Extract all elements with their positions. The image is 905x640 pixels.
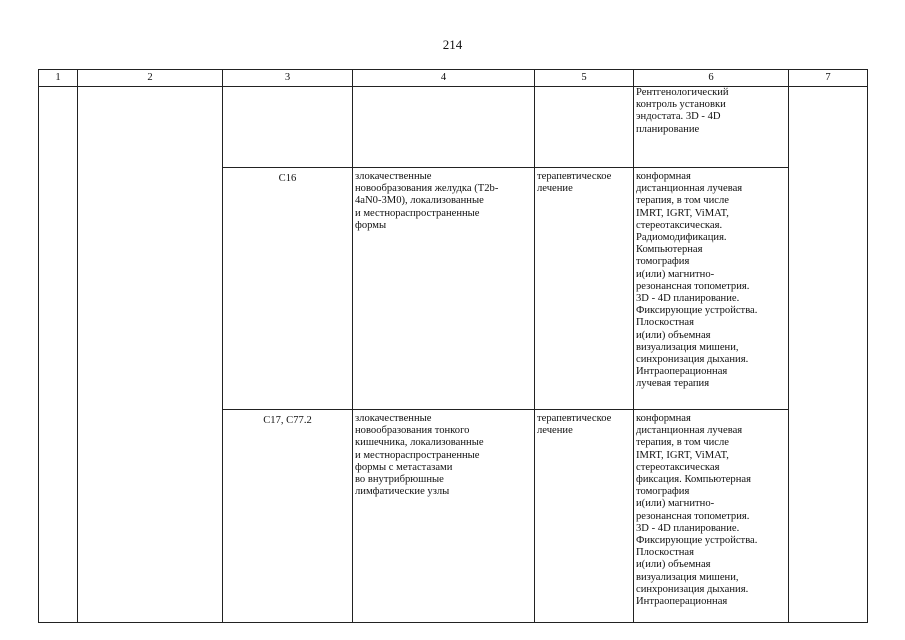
document-table — [38, 69, 868, 623]
text-line: Интраоперационная — [636, 596, 728, 608]
text-line: и(или) объемная — [636, 559, 711, 571]
text-line: и(или) магнитно- — [636, 268, 715, 280]
text-line: терапевтическое — [537, 171, 612, 182]
text-line: Фиксирующие устройства. — [636, 535, 758, 547]
cell-col2 — [78, 87, 223, 623]
column-header: 3 — [223, 70, 353, 87]
text-line: томография — [636, 486, 690, 498]
cell-treatment-type — [535, 410, 634, 623]
cell-code: C17, C77.2 — [223, 410, 353, 623]
text-line: синхронизация дыхания. — [636, 354, 749, 366]
text-line: Плоскостная — [636, 547, 694, 559]
table-row — [39, 87, 868, 168]
column-header: 5 — [535, 70, 634, 87]
text-line: конформная — [636, 171, 691, 182]
text-line: дистанционная лучевая — [636, 425, 743, 437]
text-line: фиксация. Компьютерная — [636, 474, 751, 486]
cell-code: C16 — [223, 168, 353, 410]
text-line: во внутрибрюшные — [355, 474, 444, 486]
cell-col7 — [789, 87, 868, 623]
text-line: 3D - 4D планирование. — [636, 293, 740, 305]
text-line: лимфатические узлы — [355, 486, 450, 498]
text-line: томография — [636, 256, 690, 268]
text-line: Плоскостная — [636, 317, 694, 329]
text-line: и местнораспространенные — [355, 207, 480, 219]
column-header: 7 — [789, 70, 868, 87]
cell-diagnosis — [353, 87, 535, 168]
text-line: визуализация мишени, — [636, 571, 739, 583]
text-line: контроль установки — [636, 99, 726, 111]
text-line: 3D - 4D планирование. — [636, 522, 740, 534]
text-line: Интраоперационная — [636, 366, 728, 378]
text-line: терапия, в том числе — [636, 437, 729, 449]
cell-treatment-type — [535, 87, 634, 168]
text-line: IMRT, IGRT, ViMAT, — [636, 449, 729, 461]
text-line: Компьютерная — [636, 244, 703, 256]
column-header: 2 — [78, 70, 223, 87]
text-line: и местнораспространенные — [355, 449, 480, 461]
text-line: злокачественные — [355, 171, 432, 182]
cell-col1 — [39, 87, 78, 623]
text-line: лечение — [537, 183, 573, 195]
text-line: и(или) объемная — [636, 329, 711, 341]
text-line: Рентгенологический — [636, 87, 729, 98]
text-line: лучевая терапия — [636, 378, 710, 390]
text-line: формы — [355, 219, 387, 231]
text-line: Радиомодификация. — [636, 232, 727, 244]
text-line: дистанционная лучевая — [636, 183, 743, 195]
text-line: эндостата. 3D - 4D — [636, 111, 721, 123]
cell-method — [634, 168, 789, 410]
cell-code — [223, 87, 353, 168]
cell-method — [634, 410, 789, 623]
page-number: 214 — [442, 37, 463, 52]
text-line: новообразования желудка (T2b- — [355, 183, 499, 195]
text-line: стереотаксическая. — [636, 219, 723, 231]
text-line: лечение — [537, 425, 573, 437]
text-line: новообразования тонкого — [355, 425, 470, 437]
cell-treatment-type — [535, 168, 634, 410]
column-header: 1 — [39, 70, 78, 87]
cell-method — [634, 87, 789, 168]
text-line: терапия, в том числе — [636, 195, 729, 207]
text-line: 4aN0-3M0), локализованные — [355, 195, 484, 207]
text-line: резонансная топометрия. — [636, 280, 750, 292]
cell-diagnosis — [353, 168, 535, 410]
text-line: формы с метастазами — [355, 461, 453, 473]
text-line: планирование — [636, 123, 700, 135]
text-line: Фиксирующие устройства. — [636, 305, 758, 317]
text-line: и(или) магнитно- — [636, 498, 715, 510]
text-line: конформная — [636, 413, 691, 424]
column-header: 4 — [353, 70, 535, 87]
text-line: злокачественные — [355, 413, 432, 424]
text-line: IMRT, IGRT, ViMAT, — [636, 207, 729, 219]
text-line: резонансная топометрия. — [636, 510, 750, 522]
text-line: терапевтическое — [537, 413, 612, 424]
cell-diagnosis — [353, 410, 535, 623]
column-header: 6 — [634, 70, 789, 87]
table-header-row — [39, 70, 868, 87]
text-line: синхронизация дыхания. — [636, 583, 749, 595]
text-line: кишечника, локализованные — [355, 437, 484, 449]
text-line: визуализация мишени, — [636, 341, 739, 353]
text-line: стереотаксическая — [636, 461, 720, 473]
